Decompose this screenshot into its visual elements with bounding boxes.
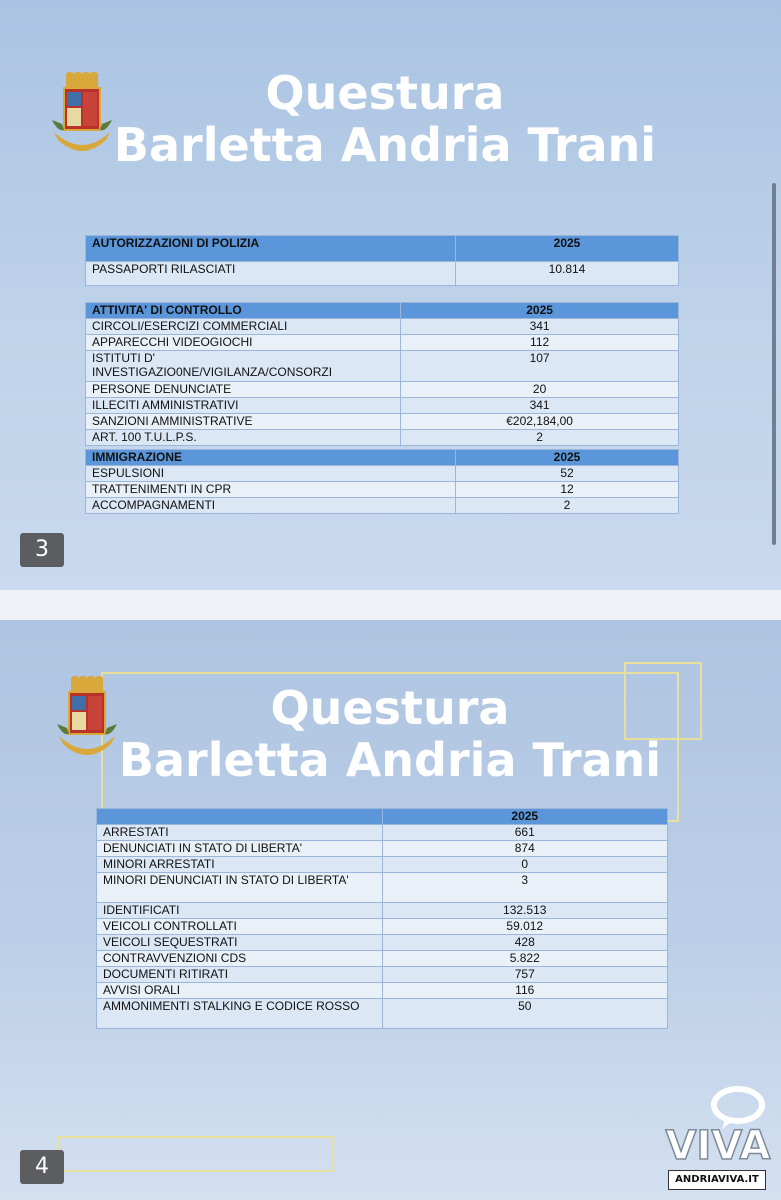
section-header xyxy=(97,809,383,825)
scrollbar[interactable] xyxy=(772,183,776,545)
viva-logo-text: VIVA xyxy=(665,1123,771,1167)
row-value: 428 xyxy=(382,935,668,951)
slide-3 xyxy=(0,0,781,590)
row-value: 112 xyxy=(401,335,679,351)
title-line-1: Questura xyxy=(270,681,510,735)
section-header: AUTORIZZAZIONI DI POLIZIA xyxy=(86,236,456,262)
row-value: 20 xyxy=(401,382,679,398)
site-url[interactable]: ANDRIAVIVA.IT xyxy=(668,1170,766,1190)
page-number-badge: 4 xyxy=(20,1150,64,1184)
row-value: 59.012 xyxy=(382,919,668,935)
row-label: MINORI DENUNCIATI IN STATO DI LIBERTA' xyxy=(97,873,383,903)
row-value: 52 xyxy=(456,466,679,482)
crime-statistics-table xyxy=(96,808,668,1029)
row-value: 3 xyxy=(382,873,668,903)
slide-separator xyxy=(0,590,781,620)
year-header: 2025 xyxy=(456,236,679,262)
row-value: 341 xyxy=(401,319,679,335)
row-value: 661 xyxy=(382,825,668,841)
row-label: ARRESTATI xyxy=(97,825,383,841)
section-header: ATTIVITA' DI CONTROLLO xyxy=(86,303,401,319)
row-label: VEICOLI SEQUESTRATI xyxy=(97,935,383,951)
row-value: 0 xyxy=(382,857,668,873)
decorative-bar xyxy=(58,1136,334,1172)
control-activity-table xyxy=(85,302,679,446)
immigration-table xyxy=(85,449,679,514)
row-value: 341 xyxy=(401,398,679,414)
row-label: IDENTIFICATI xyxy=(97,903,383,919)
row-label: ISTITUTI D' INVESTIGAZIO0NE/VIGILANZA/CONSORZI xyxy=(86,351,401,382)
title-line-2: Barletta Andria Trani xyxy=(113,117,657,172)
page-number-badge: 3 xyxy=(20,533,64,567)
row-value: 5.822 xyxy=(382,951,668,967)
viva-logo-icon xyxy=(664,1085,772,1167)
row-label: APPARECCHI VIDEOGIOCHI xyxy=(86,335,401,351)
year-header: 2025 xyxy=(401,303,679,319)
row-label: PASSAPORTI RILASCIATI xyxy=(86,262,456,286)
slide-title xyxy=(100,68,670,172)
row-value: 116 xyxy=(382,983,668,999)
row-label: SANZIONI AMMINISTRATIVE xyxy=(86,414,401,430)
section-header: IMMIGRAZIONE xyxy=(86,450,456,466)
year-header: 2025 xyxy=(456,450,679,466)
row-label: PERSONE DENUNCIATE xyxy=(86,382,401,398)
row-label: AMMONIMENTI STALKING E CODICE ROSSO xyxy=(97,999,383,1029)
row-label: ILLECITI AMMINISTRATIVI xyxy=(86,398,401,414)
row-value: 2 xyxy=(401,430,679,446)
row-label: AVVISI ORALI xyxy=(97,983,383,999)
row-value: 12 xyxy=(456,482,679,498)
year-header: 2025 xyxy=(382,809,668,825)
title-line-2: Barletta Andria Trani xyxy=(118,732,662,787)
row-label: ART. 100 T.U.L.P.S. xyxy=(86,430,401,446)
row-label: ESPULSIONI xyxy=(86,466,456,482)
title-line-1: Questura xyxy=(265,66,505,120)
row-value: 50 xyxy=(382,999,668,1029)
row-value: 874 xyxy=(382,841,668,857)
row-value: 757 xyxy=(382,967,668,983)
row-value: 10.814 xyxy=(456,262,679,286)
slide-title xyxy=(100,683,680,787)
row-label: ACCOMPAGNAMENTI xyxy=(86,498,456,514)
row-label: CONTRAVVENZIONI CDS xyxy=(97,951,383,967)
row-label: DOCUMENTI RITIRATI xyxy=(97,967,383,983)
andriaviva-watermark[interactable] xyxy=(664,1085,772,1193)
row-value: 2 xyxy=(456,498,679,514)
row-value: 107 xyxy=(401,351,679,382)
row-label: MINORI ARRESTATI xyxy=(97,857,383,873)
row-label: TRATTENIMENTI IN CPR xyxy=(86,482,456,498)
row-label: DENUNCIATI IN STATO DI LIBERTA' xyxy=(97,841,383,857)
row-value: 132.513 xyxy=(382,903,668,919)
row-value: €202,184,00 xyxy=(401,414,679,430)
police-authorizations-table xyxy=(85,235,679,286)
row-label: CIRCOLI/ESERCIZI COMMERCIALI xyxy=(86,319,401,335)
row-label: VEICOLI CONTROLLATI xyxy=(97,919,383,935)
